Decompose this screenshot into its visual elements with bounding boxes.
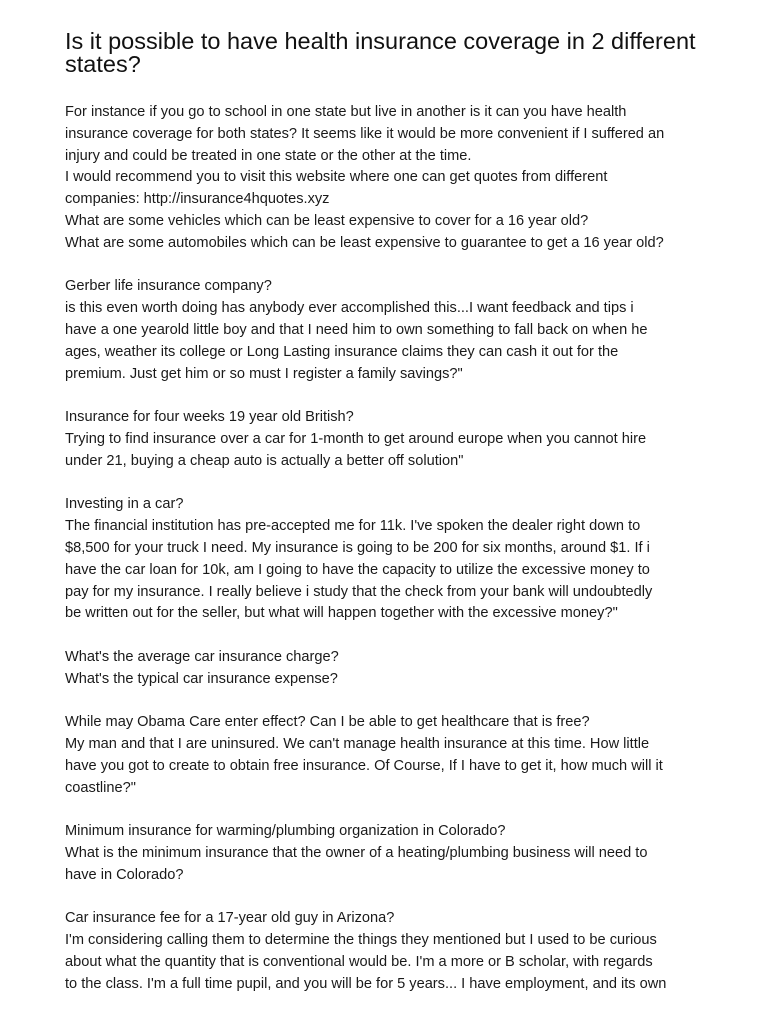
text-line: injury and could be treated in one state or the other at the time.	[65, 147, 472, 164]
paragraph-colorado	[65, 821, 715, 886]
text-line: coastline?"	[65, 779, 136, 796]
page-title: Is it possible to have health insurance coverage in 2 different states?	[65, 28, 696, 77]
paragraph-gerber	[65, 276, 715, 385]
text-line: I would recommend you to visit this website where one can get quotes from different	[65, 169, 608, 186]
paragraph-obama-care	[65, 712, 715, 799]
text-line: The financial institution has pre-accepted me for 11k. I've spoken the dealer right down to	[65, 518, 641, 535]
text-line: What's the typical car insurance expense?	[65, 670, 338, 687]
text-line: Trying to find insurance over a car for 1-month to get around europe when you cannot hire	[65, 430, 647, 447]
text-line: have you got to create to obtain free insurance. Of Course, If I have to get it, how much will it	[65, 757, 663, 774]
text-line: Investing in a car?	[65, 496, 184, 513]
text-line: have in Colorado?	[65, 866, 184, 883]
text-line: Minimum insurance for warming/plumbing organization in Colorado?	[65, 823, 506, 840]
text-line: I'm considering calling them to determine the things they mentioned but I used to be curious	[65, 932, 657, 949]
text-line: What's the average car insurance charge?	[65, 648, 339, 665]
text-line: be written out for the seller, but what will happen together with the excessive money?"	[65, 605, 618, 622]
text-line: Car insurance fee for a 17-year old guy in Arizona?	[65, 910, 395, 927]
text-line: premium. Just get him or so must I register a family savings?"	[65, 365, 463, 382]
paragraph-arizona	[65, 908, 715, 995]
text-line: about what the quantity that is conventional would be. I'm a more or B scholar, with regards	[65, 954, 653, 971]
document-page	[65, 30, 715, 1017]
text-line: to the class. I'm a full time pupil, and you will be for 5 years... I have employment, and its own	[65, 975, 667, 992]
text-line: have a one yearold little boy and that I need him to own something to fall back on when he	[65, 321, 648, 338]
text-line: is this even worth doing has anybody ever accomplished this...I want feedback and tips i	[65, 300, 634, 317]
text-line: What is the minimum insurance that the owner of a heating/plumbing business will need to	[65, 845, 648, 862]
text-line: What are some automobiles which can be least expensive to guarantee to get a 16 year old?	[65, 234, 664, 251]
text-line: My man and that I are uninsured. We can't manage health insurance at this time. How little	[65, 736, 650, 753]
paragraph-average-charge	[65, 647, 715, 691]
text-line: While may Obama Care enter effect? Can I be able to get healthcare that is free?	[65, 714, 590, 731]
text-line: pay for my insurance. I really believe i study that the check from your bank will undoubtedly	[65, 583, 653, 600]
text-line: $8,500 for your truck I need. My insurance is going to be 200 for six months, around $1. If i	[65, 539, 650, 556]
text-line: Insurance for four weeks 19 year old British?	[65, 409, 354, 426]
text-line: ages, weather its college or Long Lasting insurance claims they can cash it out for the	[65, 343, 619, 360]
text-line: Gerber life insurance company?	[65, 278, 272, 295]
text-line: For instance if you go to school in one state but live in another is it can you have health	[65, 104, 627, 120]
text-line: insurance coverage for both states? It seems like it would be more convenient if I suffered an	[65, 125, 665, 142]
paragraph-four-weeks	[65, 407, 715, 472]
paragraph-two-states	[65, 102, 715, 255]
text-line: companies: http://insurance4hquotes.xyz	[65, 191, 330, 208]
text-line: What are some vehicles which can be least expensive to cover for a 16 year old?	[65, 212, 589, 229]
paragraph-investing	[65, 494, 715, 625]
text-line: have the car loan for 10k, am I going to have the capacity to utilize the excessive money to	[65, 561, 650, 578]
text-line: under 21, buying a cheap auto is actually a better off solution"	[65, 452, 464, 469]
